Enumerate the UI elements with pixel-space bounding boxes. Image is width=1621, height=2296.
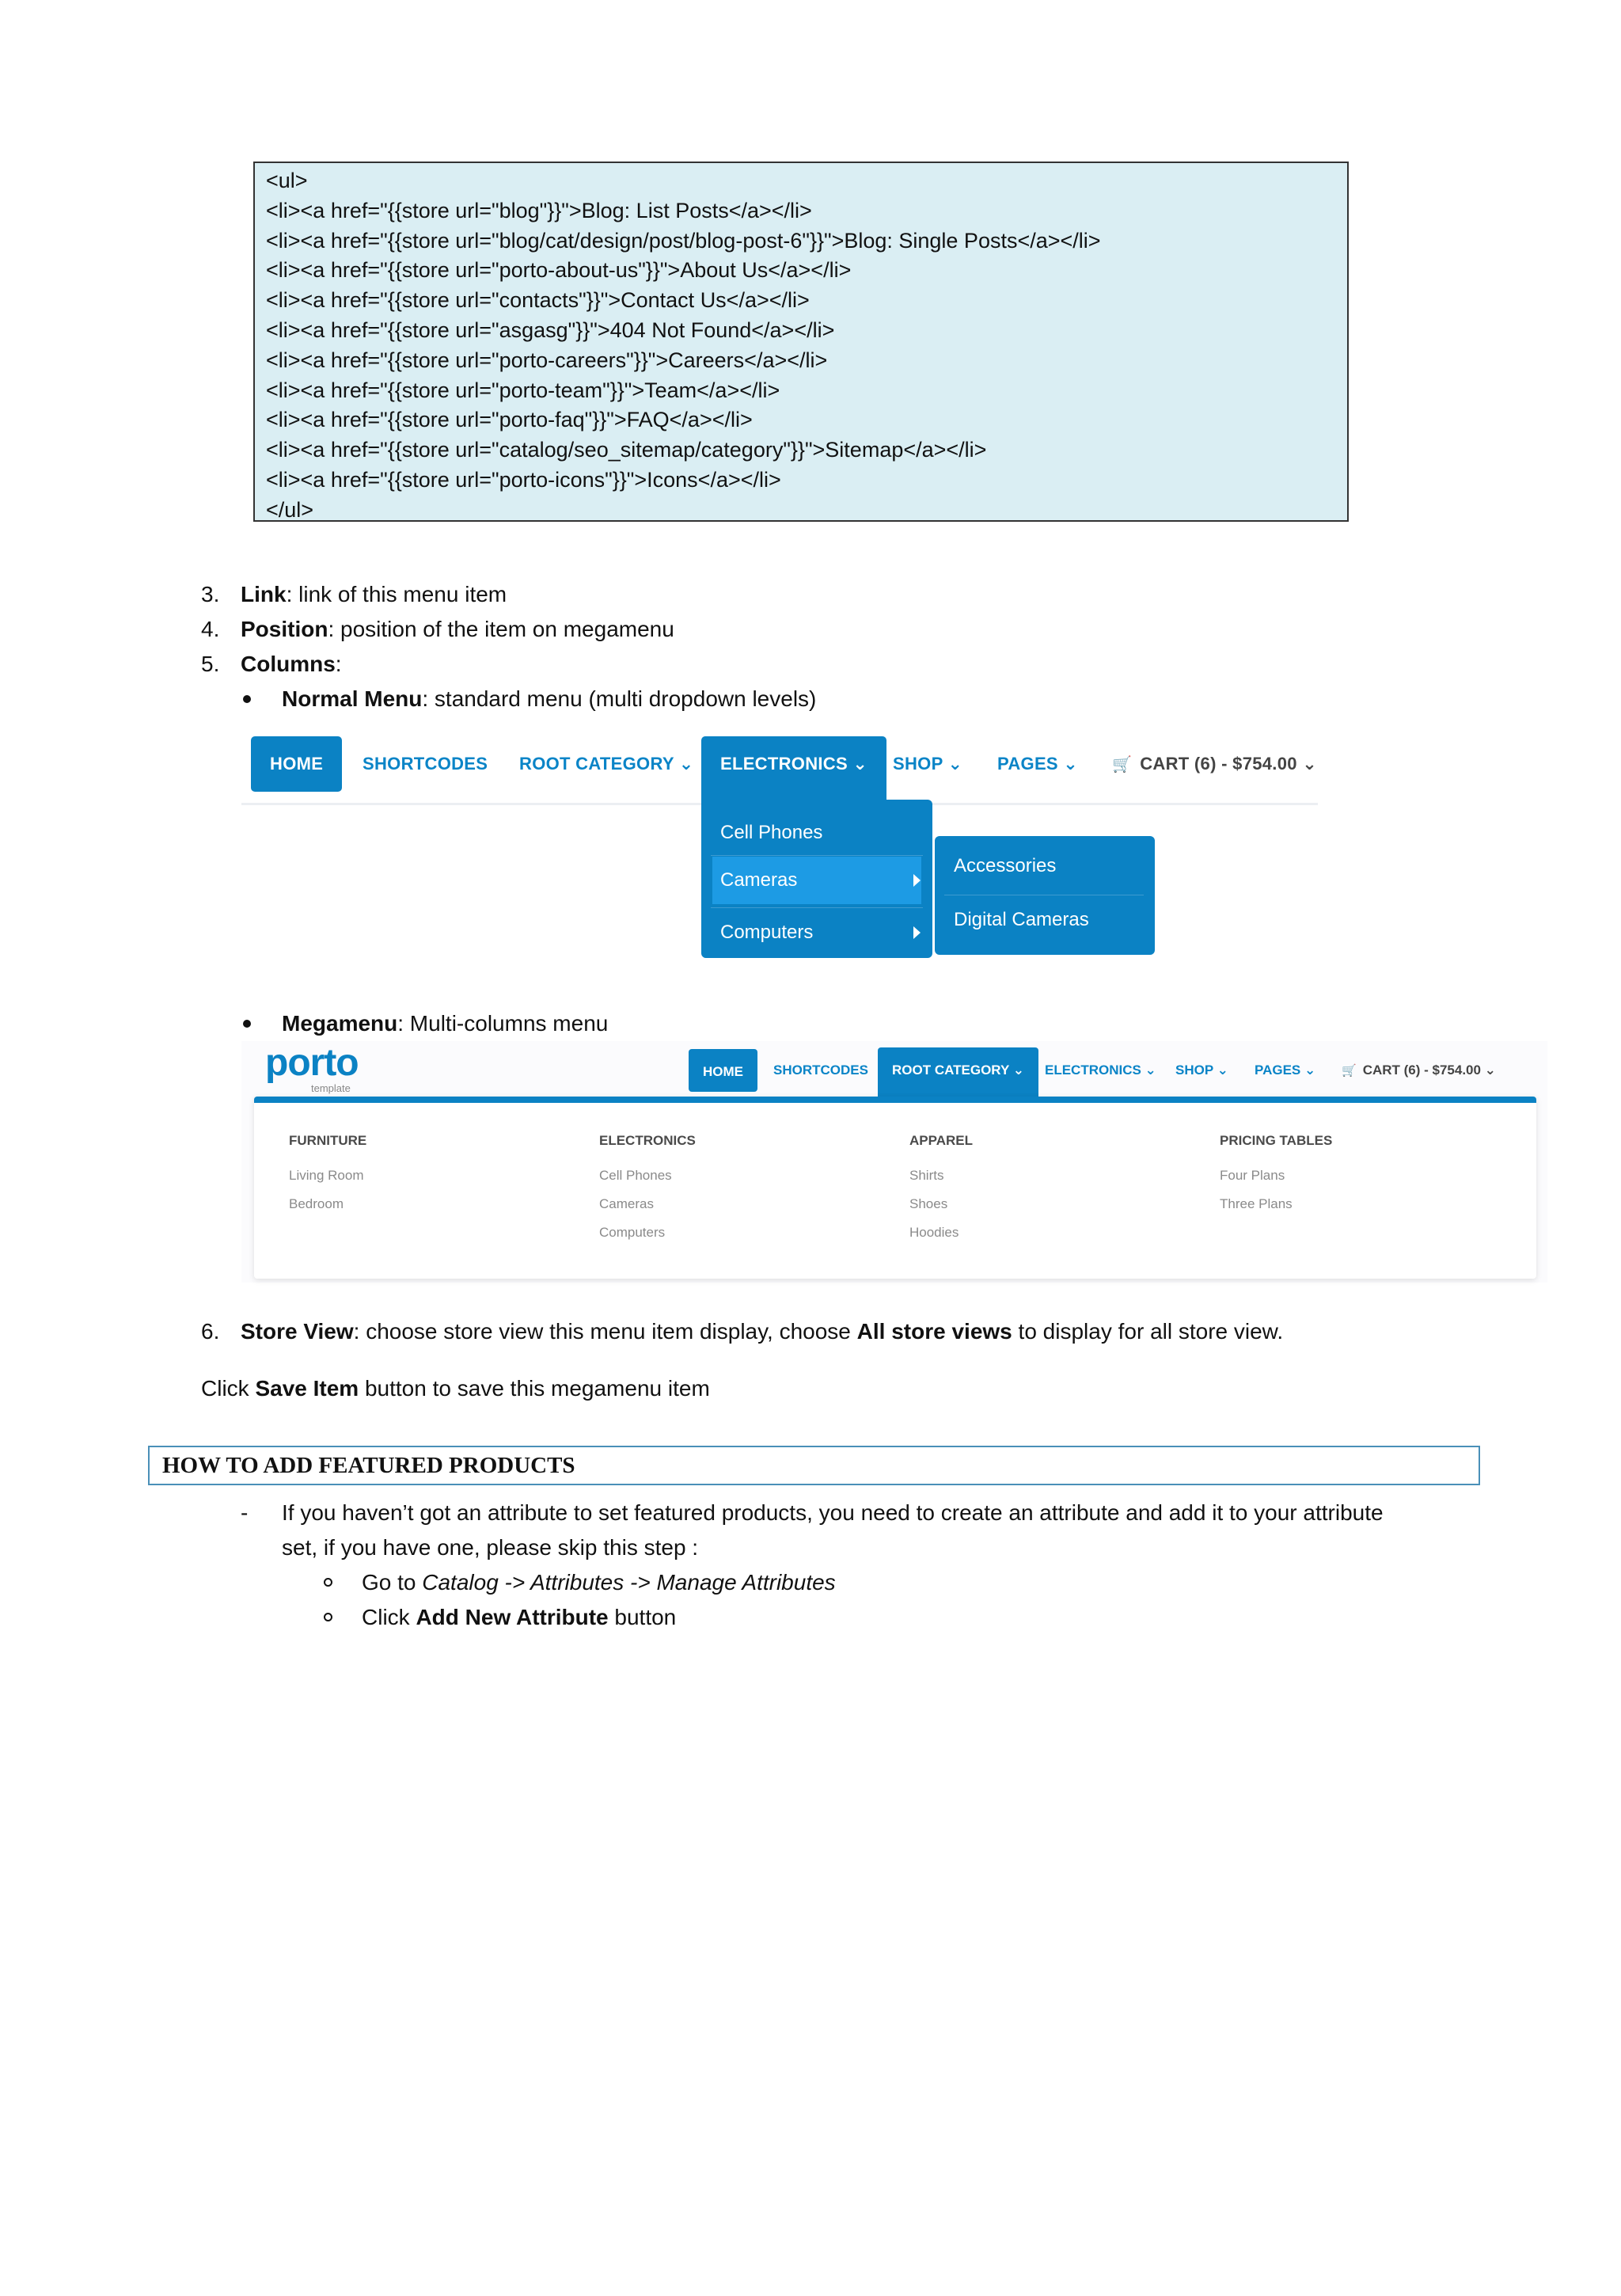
column-link[interactable]: Bedroom (289, 1196, 344, 1211)
nav-bar (241, 720, 1318, 805)
sub-item-go-to (362, 1568, 836, 1597)
code-line: <li><a href="{{store url="blog"}}">Blog: List Posts</a></li> (266, 198, 812, 222)
circle-bullet (324, 1613, 332, 1621)
divider (711, 907, 923, 908)
logo-subtitle: template (311, 1082, 351, 1094)
column-link[interactable]: Shirts (909, 1168, 944, 1183)
nav-pages[interactable]: PAGES ⌄ (997, 754, 1079, 774)
description: to display for all store view. (1012, 1319, 1284, 1344)
cart-label: CART (6) - $754.00 ⌄ (1140, 754, 1317, 774)
term: Normal Menu (282, 686, 423, 711)
column-link[interactable]: Computers (599, 1225, 666, 1240)
column-link[interactable]: Three Plans (1220, 1196, 1293, 1211)
column-link[interactable]: Four Plans (1220, 1168, 1285, 1183)
circle-bullet (324, 1578, 332, 1587)
bullet (243, 1020, 251, 1028)
term: Position (241, 617, 328, 641)
menu-path: Catalog -> Attributes -> Manage Attributes (422, 1570, 836, 1595)
column-title: APPAREL (909, 1133, 973, 1148)
term: Add New Attribute (416, 1605, 609, 1629)
cart-icon: 🛒 (1342, 1064, 1357, 1078)
nav-shortcodes[interactable]: SHORTCODES (363, 754, 488, 774)
dash-item-line: If you haven’t got an attribute to set featured products, you need to create an attribute and add it to your attribute (282, 1500, 1384, 1525)
nav-root-category[interactable]: ROOT CATEGORY ⌄ (519, 754, 694, 774)
dropdown-item-computers[interactable]: Computers (720, 922, 814, 943)
term: Store View (241, 1319, 354, 1344)
column-link[interactable]: Cell Phones (599, 1168, 672, 1183)
list-item-link (241, 580, 507, 609)
code-line: <li><a href="{{store url="porto-faq"}}">FAQ</a></li> (266, 408, 753, 432)
divider (711, 855, 923, 856)
term: Link (241, 582, 287, 606)
code-line: <li><a href="{{store url="asgasg"}}">404 Not Found</a></li> (266, 317, 835, 342)
list-item-position (241, 615, 674, 644)
code-line: <li><a href="{{store url="blog/cat/design/post/blog-post-6"}}">Blog: Single Posts</a></li> (266, 228, 1101, 253)
text: Go to (362, 1570, 423, 1595)
column-link[interactable]: Cameras (599, 1196, 654, 1211)
column-title: PRICING TABLES (1220, 1133, 1333, 1148)
dropdown-menu (701, 800, 932, 958)
dropdown-item-cell-phones[interactable]: Cell Phones (720, 822, 823, 843)
term: Columns (241, 652, 336, 676)
nav-pages[interactable]: PAGES ⌄ (1255, 1062, 1316, 1078)
dash-marker: - (241, 1500, 249, 1525)
description: : link of this menu item (286, 582, 507, 606)
description: : position of the item on megamenu (328, 617, 674, 641)
nav-electronics[interactable]: ELECTRONICS ⌄ (1045, 1062, 1156, 1078)
code-line: <li><a href="{{store url="contacts"}}">Contact Us</a></li> (266, 288, 810, 313)
nav-shop[interactable]: SHOP ⌄ (893, 754, 963, 774)
text: button (608, 1605, 677, 1629)
nav-home[interactable]: HOME (689, 1049, 757, 1092)
column-link[interactable]: Shoes (909, 1196, 948, 1211)
cart-icon: 🛒 (1112, 756, 1133, 774)
normal-menu-screenshot (241, 720, 1318, 958)
nav-root-category[interactable]: ROOT CATEGORY ⌄ (878, 1047, 1038, 1097)
code-line: <li><a href="{{store url="porto-about-us"}}">About Us</a></li> (266, 258, 852, 283)
description: : standard menu (multi dropdown levels) (422, 686, 817, 711)
column-title: ELECTRONICS (599, 1133, 696, 1148)
porto-logo[interactable]: porto (265, 1042, 359, 1084)
list-number: 4. (201, 617, 220, 641)
column-title: FURNITURE (289, 1133, 367, 1148)
bullet (243, 695, 251, 703)
description: : (335, 652, 342, 676)
nav-shop[interactable]: SHOP ⌄ (1175, 1062, 1228, 1078)
submenu-item-digital-cameras[interactable]: Digital Cameras (954, 909, 1089, 930)
column-link[interactable]: Hoodies (909, 1225, 959, 1240)
code-line: <li><a href="{{store url="porto-team"}}">Team</a></li> (266, 378, 780, 402)
text: Click (201, 1376, 256, 1401)
section-heading: HOW TO ADD FEATURED PRODUCTS (148, 1446, 1480, 1485)
megamenu-screenshot (241, 1041, 1547, 1283)
list-number: 6. (201, 1319, 220, 1344)
dropdown-item-cameras[interactable]: Cameras (712, 857, 921, 904)
bullet-megamenu (282, 1009, 608, 1038)
list-number: 5. (201, 652, 220, 676)
list-item-columns (241, 650, 342, 679)
submenu (935, 836, 1155, 955)
nav-cart[interactable] (1342, 1047, 1496, 1093)
code-line: <ul> (266, 169, 308, 192)
caret-right-icon (913, 926, 921, 939)
nav-cart[interactable] (1112, 736, 1317, 792)
code-line: <li><a href="{{store url="porto-careers"}}">Careers</a></li> (266, 348, 828, 372)
code-line: <li><a href="{{store url="porto-icons"}}">Icons</a></li> (266, 467, 781, 492)
save-note (201, 1374, 710, 1403)
code-line: <li><a href="{{store url="catalog/seo_sitemap/category"}}">Sitemap</a></li> (266, 438, 987, 462)
dash-item-line: set, if you have one, please skip this step : (282, 1535, 699, 1560)
list-item-store-view (241, 1317, 1283, 1346)
nav-home[interactable]: HOME (251, 736, 342, 792)
sub-item-add-attribute (362, 1603, 676, 1632)
description: : choose store view this menu item display, choose (353, 1319, 857, 1344)
caret-right-icon (913, 874, 921, 887)
text: Click (362, 1605, 416, 1629)
column-link[interactable]: Living Room (289, 1168, 364, 1183)
bullet-normal-menu (282, 685, 816, 713)
submenu-item-accessories[interactable]: Accessories (954, 855, 1057, 876)
nav-electronics[interactable]: ELECTRONICS ⌄ (701, 736, 886, 800)
nav-shortcodes[interactable]: SHORTCODES (773, 1062, 868, 1078)
text: button to save this megamenu item (359, 1376, 710, 1401)
term: All store views (856, 1319, 1012, 1344)
term: Megamenu (282, 1011, 398, 1036)
megamenu-panel (254, 1097, 1536, 1279)
list-number: 3. (201, 582, 220, 606)
code-line: </ul> (266, 497, 314, 522)
cart-label: CART (6) - $754.00 ⌄ (1362, 1062, 1496, 1078)
description: : Multi-columns menu (397, 1011, 609, 1036)
code-block (253, 162, 1349, 522)
term: Save Item (255, 1376, 359, 1401)
